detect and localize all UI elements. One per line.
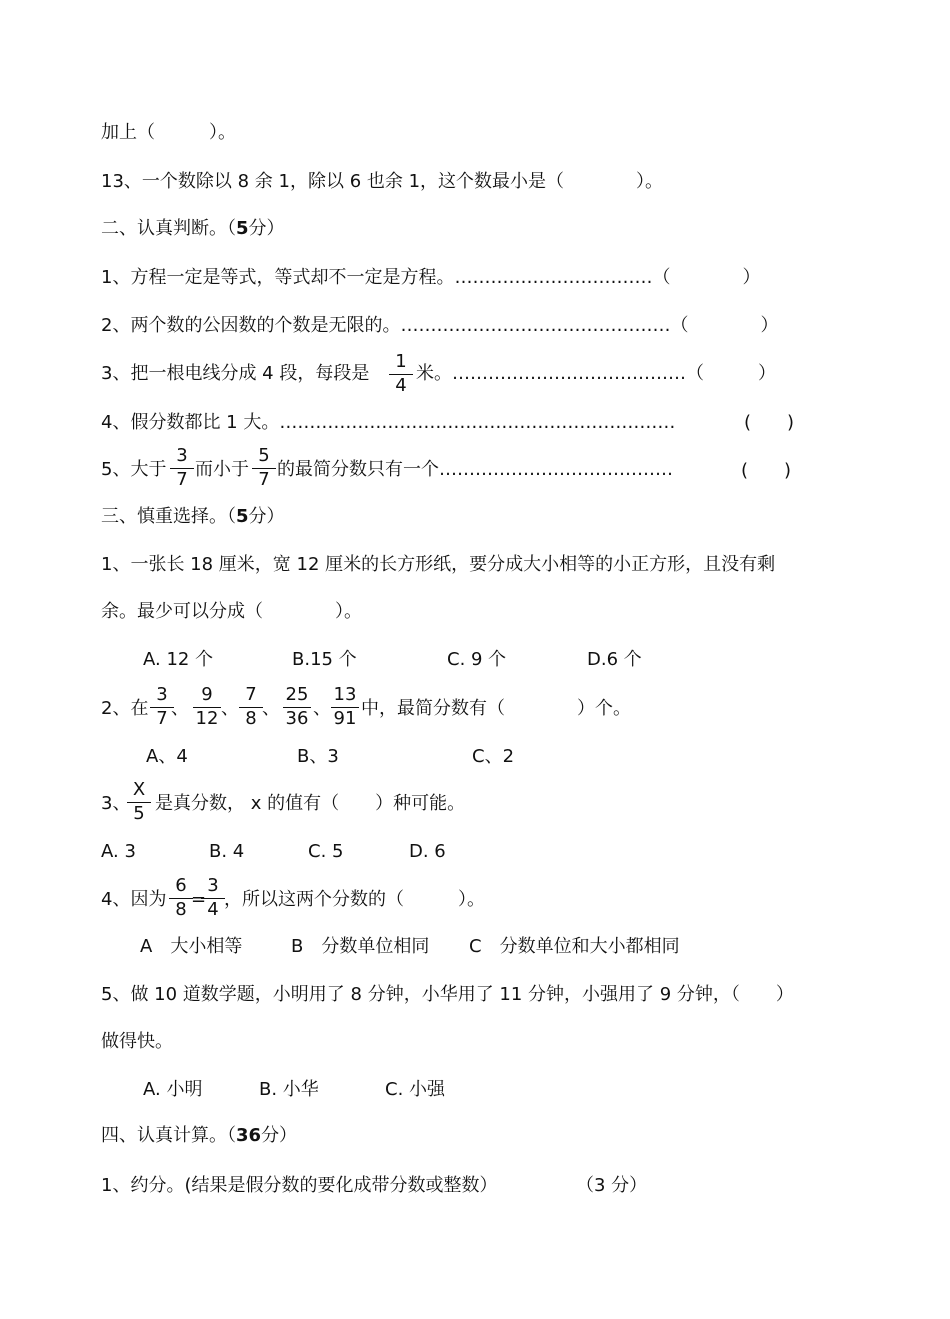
fraction-1-4 [389, 352, 413, 396]
fraction-7-8 [239, 685, 263, 729]
choice-1-option-b: B.15 个 [292, 649, 357, 670]
choice-4-option-c: C 分数单位和大小都相同 [469, 936, 680, 957]
choice-1-option-c: C. 9 个 [447, 649, 507, 670]
choice-5-option-a: A. 小明 [143, 1079, 203, 1100]
fraction-numerator: 5 [258, 445, 270, 466]
choice-5-line-1: 5、做 10 道数学题，小明用了 8 分钟，小华用了 11 分钟，小强用了 9 分钟，（ ） [101, 984, 794, 1005]
fraction-numerator: 9 [201, 684, 213, 705]
fraction-numerator: 1 [395, 351, 407, 372]
fraction-13-91 [331, 685, 359, 729]
choice-3-suffix: 是真分数， x 的值有（ ）种可能。 [155, 793, 466, 814]
choice-4-option-b: B 分数单位相同 [291, 936, 430, 957]
equals-sign: = [191, 889, 207, 910]
judge-5-prefix: 5、大于 [101, 459, 167, 480]
section-4-points: 36 [236, 1125, 262, 1146]
judge-5-suffix: 的最简分数只有一个………………………………… [277, 459, 673, 480]
judge-3-suffix: 米。…………………………………（ ） [416, 363, 776, 384]
fraction-denominator: 5 [133, 803, 145, 824]
section-4-heading [101, 1124, 297, 1148]
fraction-numerator: 3 [207, 875, 219, 896]
section-3-heading [101, 505, 285, 529]
section-2-suffix: 分） [248, 218, 285, 239]
fraction-denominator: 12 [195, 708, 219, 729]
choice-4-option-a: A 大小相等 [140, 936, 243, 957]
choice-2-option-b: B、3 [297, 746, 339, 767]
continued-line: 加上（ ）。 [101, 122, 236, 143]
judge-5-middle: 而小于 [195, 459, 249, 480]
judge-5-answer-blank: ( ) [741, 460, 792, 481]
fraction-denominator: 8 [175, 899, 187, 920]
choice-3-option-b: B. 4 [209, 841, 245, 862]
judge-4-answer-blank: ( ) [744, 412, 795, 433]
choice-5-line-2: 做得快。 [101, 1031, 173, 1052]
choice-1-line-1: 1、一张长 18 厘米，宽 12 厘米的长方形纸，要分成大小相等的小正方形，且没有剩 [101, 554, 776, 575]
fraction-denominator: 36 [285, 708, 309, 729]
fraction-denominator: 7 [176, 469, 188, 490]
section-2-points: 5 [236, 218, 249, 239]
fraction-denominator: 7 [258, 469, 270, 490]
fraction-9-12 [193, 685, 221, 729]
fraction-3-7 [170, 446, 194, 490]
fraction-denominator: 91 [333, 708, 357, 729]
fraction-x-5 [127, 780, 151, 824]
section-4-suffix: 分） [261, 1125, 298, 1146]
section-3-points: 5 [236, 506, 249, 527]
section-3-title: 三、慎重选择。（ [101, 506, 236, 527]
choice-2-option-a: A、4 [146, 746, 188, 767]
fraction-3-4 [201, 876, 225, 920]
choice-3-option-c: C. 5 [308, 841, 344, 862]
choice-3-prefix: 3、 [101, 793, 131, 814]
choice-4-prefix: 4、因为 [101, 889, 167, 910]
fraction-denominator: 8 [245, 708, 257, 729]
choice-2-suffix: 中，最简分数有（ ）个。 [361, 698, 631, 719]
fraction-5-7 [252, 446, 276, 490]
judge-3-prefix: 3、把一根电线分成 4 段，每段是 [101, 363, 370, 384]
calc-1-points: （3 分） [576, 1175, 648, 1196]
section-2-heading [101, 217, 285, 241]
choice-4-suffix: ，所以这两个分数的（ ）。 [224, 889, 485, 910]
fraction-numerator: X [132, 779, 146, 800]
separator: 、 [262, 698, 280, 719]
choice-3-option-a: A. 3 [101, 841, 136, 862]
fraction-numerator: 25 [285, 684, 309, 705]
separator: 、 [171, 698, 189, 719]
fraction-numerator: 6 [175, 875, 187, 896]
fraction-numerator: 3 [156, 684, 168, 705]
choice-1-option-a: A. 12 个 [143, 649, 214, 670]
separator: 、 [221, 698, 239, 719]
fraction-denominator: 7 [156, 708, 168, 729]
choice-1-line-2: 余。最少可以分成（ ）。 [101, 601, 362, 622]
choice-2-prefix: 2、在 [101, 698, 149, 719]
fraction-numerator: 13 [333, 684, 357, 705]
judge-1: 1、方程一定是等式，等式却不一定是方程。……………………………（ ） [101, 267, 761, 288]
section-2-title: 二、认真判断。（ [101, 218, 236, 239]
fraction-25-36 [283, 685, 311, 729]
separator: 、 [313, 698, 331, 719]
fraction-denominator: 4 [395, 375, 407, 396]
judge-4: 4、假分数都比 1 大。………………………………………………………… [101, 412, 676, 433]
choice-1-option-d: D.6 个 [587, 649, 642, 670]
section-3-suffix: 分） [248, 506, 285, 527]
choice-2-option-c: C、2 [472, 746, 515, 767]
choice-3-option-d: D. 6 [409, 841, 446, 862]
fraction-6-8 [169, 876, 193, 920]
fraction-numerator: 7 [245, 684, 257, 705]
fraction-numerator: 3 [176, 445, 188, 466]
fraction-denominator: 4 [207, 899, 219, 920]
choice-5-option-b: B. 小华 [259, 1079, 319, 1100]
choice-5-option-c: C. 小强 [385, 1079, 446, 1100]
judge-2: 2、两个数的公因数的个数是无限的。………………………………………（ ） [101, 315, 779, 336]
question-13: 13、一个数除以 8 余 1，除以 6 也余 1，这个数最小是（ ）。 [101, 171, 664, 192]
calc-1: 1、约分。(结果是假分数的要化成带分数或整数） [101, 1175, 498, 1196]
section-4-title: 四、认真计算。（ [101, 1125, 236, 1146]
